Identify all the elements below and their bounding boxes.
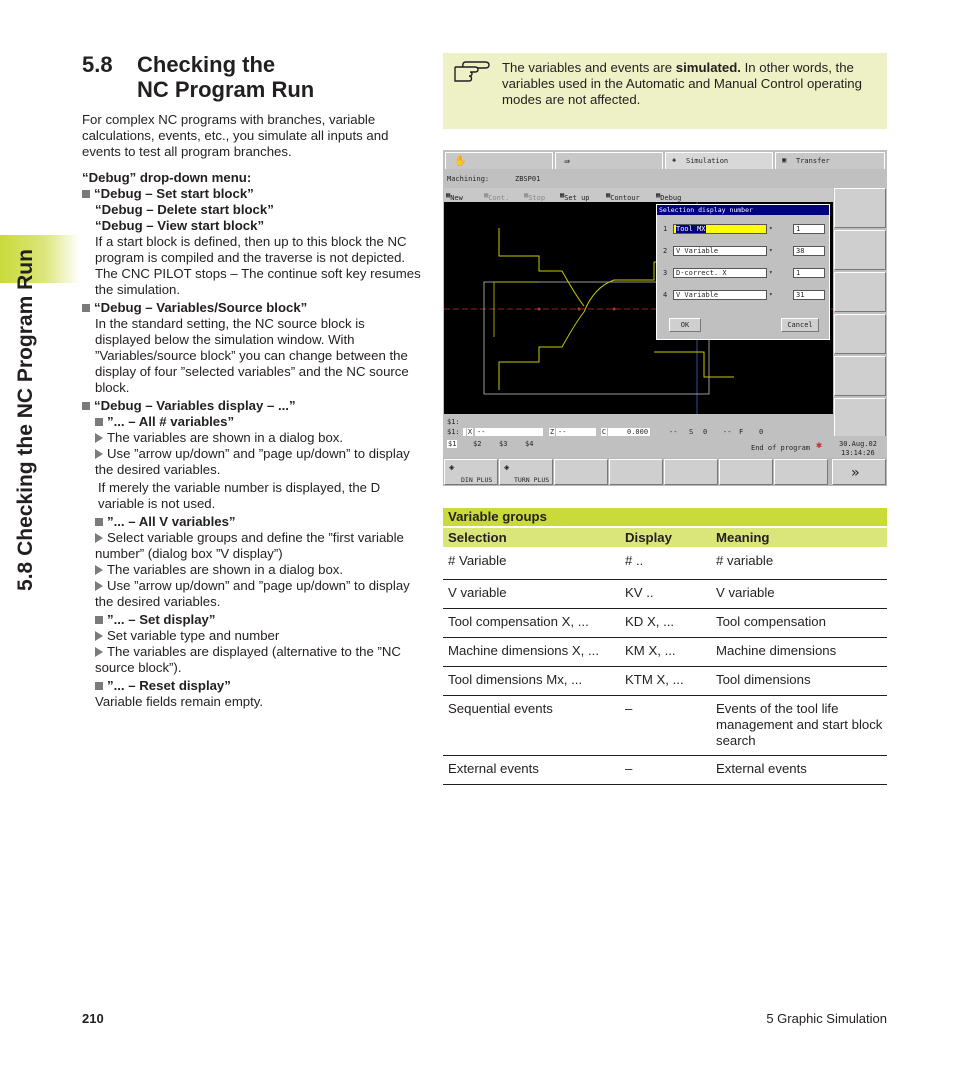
body-text xyxy=(82,112,422,710)
vars-source-desc: In the standard setting, the NC source block is displayed below the simulation window. With ”Variables/source block” you can change between the display of four ”selected variables” and the NC source block. xyxy=(95,316,409,395)
set-display-step-2: The variables are displayed (alternative to the ”NC source block”). xyxy=(95,644,401,675)
chapter-title: 5 Graphic Simulation xyxy=(766,1011,887,1026)
item-set-display: ”... – Set display” xyxy=(107,612,216,627)
header-selection: Selection xyxy=(448,530,507,545)
screen-tabs xyxy=(443,150,887,170)
softkey-empty[interactable] xyxy=(609,459,663,485)
dialog-row: 2 V Variable ▾ 38 xyxy=(657,245,829,257)
bullet-square-icon xyxy=(95,616,103,624)
table-header xyxy=(443,528,887,547)
note-box xyxy=(443,53,887,129)
variable-number-input[interactable]: 38 xyxy=(793,246,825,256)
machining-bar: Machining: ZBSP01 xyxy=(443,172,887,186)
slot-2[interactable]: $2 xyxy=(473,440,482,448)
reset-display-desc: Variable fields remain empty. xyxy=(95,694,264,709)
title-line-2: NC Program Run xyxy=(137,77,315,102)
slot-4[interactable]: $4 xyxy=(525,440,534,448)
header-meaning: Meaning xyxy=(716,530,770,545)
bullet-square-icon xyxy=(95,682,103,690)
vertical-softkey[interactable] xyxy=(834,398,886,438)
slot-3[interactable]: $3 xyxy=(499,440,508,448)
table-row: # Variable # .. # variable xyxy=(443,548,887,580)
table-row: Machine dimensions X, ... KM X, ... Machine dimensions xyxy=(443,638,887,667)
softkey-empty[interactable] xyxy=(554,459,608,485)
arrow-right-icon xyxy=(95,449,103,459)
status-area: $1: $1: X -- Z -- C 0.000 -- S 0 -- F 0 $1 $2 $3 $4 End of program ✱ xyxy=(443,414,833,454)
side-title: 5.8 Checking the NC Program Run xyxy=(14,249,37,591)
item-reset-display: ”... – Reset display” xyxy=(107,678,231,693)
pointing-hand-icon xyxy=(453,59,493,85)
page-number: 210 xyxy=(82,1011,104,1026)
table-caption: Variable groups xyxy=(443,508,887,526)
dialog-cancel-button[interactable]: Cancel xyxy=(781,318,819,332)
dialog-row: 4 V Variable ▾ 31 xyxy=(657,289,829,301)
softkey-bar xyxy=(443,458,887,486)
end-of-program: End of program xyxy=(751,444,811,452)
item-vars-display: “Debug – Variables display – ...” xyxy=(94,398,296,413)
sim-menubar xyxy=(444,188,833,202)
vertical-softkey[interactable] xyxy=(834,272,886,312)
dialog-row: 3 D-correct. X ▾ 1 xyxy=(657,267,829,279)
din-plus-icon: ◈ xyxy=(449,463,455,473)
item-all-v: ”... – All V variables” xyxy=(107,514,236,529)
all-v-step-3: Use ”arrow up/down” and ”page up/down” to display the desired variables. xyxy=(95,578,410,609)
variable-number-input[interactable]: 1 xyxy=(793,224,825,234)
item-delete-start: “Debug – Delete start block” xyxy=(95,202,274,217)
debug-menu-heading: “Debug” drop-down menu: xyxy=(82,170,252,185)
arrow-right-icon xyxy=(95,533,103,543)
softkey-next[interactable] xyxy=(832,459,886,485)
softkey-empty[interactable] xyxy=(664,459,718,485)
softkey-din-plus[interactable]: ◈ DIN PLUS xyxy=(444,459,498,485)
softkey-turn-plus[interactable]: ◈ TURN PLUS xyxy=(499,459,553,485)
item-all-hash: ”... – All # variables” xyxy=(107,414,235,429)
time-display: 13:14:26 xyxy=(841,449,875,457)
table-row: Tool compensation X, ... KD X, ... Tool compensation xyxy=(443,609,887,638)
intro-paragraph: For complex NC programs with branches, variable calculations, events, etc., you simulate all inputs and events to test all program branches. xyxy=(82,112,389,159)
turn-plus-icon: ◈ xyxy=(504,463,510,473)
all-hash-step-2: Use ”arrow up/down” and ”page up/down” to display the desired variables. xyxy=(95,446,410,477)
bullet-square-icon xyxy=(82,402,90,410)
title-line-1: Checking the xyxy=(137,52,276,77)
all-hash-step-1: The variables are shown in a dialog box. xyxy=(107,430,344,445)
tab-arrow[interactable]: ⇛ xyxy=(555,152,663,169)
table-row: External events – External events xyxy=(443,756,887,785)
vertical-softkey[interactable] xyxy=(834,314,886,354)
arrow-right-icon xyxy=(95,581,103,591)
bullet-square-icon xyxy=(82,304,90,312)
start-block-desc: If a start block is defined, then up to this block the NC program is compiled and the traverse is not depicted. The CNC PILOT stops – The continue soft key resumes the simulation. xyxy=(95,234,421,297)
item-vars-source: “Debug – Variables/Source block” xyxy=(94,300,308,315)
note-text: The variables and events are simulated. In other words, the variables used in the Automatic and Manual Control operating modes are not affected. xyxy=(502,60,862,107)
warning-icon: ✱ xyxy=(816,440,823,451)
table-row: V variable KV .. V variable xyxy=(443,580,887,609)
variable-type-select[interactable]: V Variable xyxy=(673,290,767,300)
menu-setup[interactable]: ▦ Set up xyxy=(560,191,590,202)
menu-new[interactable]: ▦ New xyxy=(446,191,463,202)
dialog-title-bar: Selection display number xyxy=(657,205,829,215)
clock-area xyxy=(833,436,887,458)
bullet-square-icon xyxy=(82,190,90,198)
bullet-square-icon xyxy=(95,418,103,426)
variable-type-select[interactable]: V Variable xyxy=(673,246,767,256)
vertical-softkey[interactable] xyxy=(834,356,886,396)
vertical-softkey[interactable] xyxy=(834,188,886,228)
menu-stop[interactable]: ▦ Stop xyxy=(524,191,546,202)
side-tab xyxy=(0,235,80,283)
menu-cont[interactable]: ▦ Cont. xyxy=(484,191,510,202)
arrow-right-icon xyxy=(95,647,103,657)
menu-debug[interactable]: ▦ Debug xyxy=(656,191,682,202)
variable-type-select[interactable]: D-correct. X xyxy=(673,268,767,278)
all-hash-step-3: If merely the variable number is displayed, the D variable is not used. xyxy=(98,480,381,511)
dialog-row: 1 Tool MX ▾ 1 xyxy=(657,223,829,235)
table-row: Tool dimensions Mx, ... KTM X, ... Tool dimensions xyxy=(443,667,887,696)
menu-contour[interactable]: ▦ Contour xyxy=(606,191,640,202)
header-display: Display xyxy=(625,530,672,545)
table-row: Sequential events – Events of the tool life management and start block search xyxy=(443,696,887,756)
all-v-step-1: Select variable groups and define the ”first variable number” (dialog box ”V display”) xyxy=(95,530,404,561)
variable-number-input[interactable]: 1 xyxy=(793,268,825,278)
variable-number-input[interactable]: 31 xyxy=(793,290,825,300)
tab-transfer[interactable]: ▣ Transfer xyxy=(775,152,885,169)
all-v-step-2: The variables are shown in a dialog box. xyxy=(107,562,344,577)
softkey-empty[interactable] xyxy=(719,459,773,485)
softkey-empty[interactable] xyxy=(774,459,828,485)
cnc-screenshot xyxy=(443,150,887,486)
arrow-right-icon xyxy=(95,433,103,443)
section-number: 5.8 xyxy=(82,52,113,77)
tab-hand[interactable]: ✋ xyxy=(445,152,553,169)
date-display: 30.Aug.02 xyxy=(839,440,877,448)
arrow-right-icon xyxy=(95,631,103,641)
tab-simulation[interactable]: ◈ Simulation xyxy=(665,152,773,169)
dialog-ok-button[interactable]: OK xyxy=(669,318,701,332)
selection-dialog xyxy=(656,204,830,340)
bullet-square-icon xyxy=(95,518,103,526)
slot-1[interactable]: $1 xyxy=(448,440,457,448)
set-display-step-1: Set variable type and number xyxy=(107,628,280,643)
item-set-start: “Debug – Set start block” xyxy=(94,186,254,201)
vertical-softkey[interactable] xyxy=(834,230,886,270)
item-view-start: “Debug – View start block” xyxy=(95,218,265,233)
variable-type-select[interactable]: Tool MX xyxy=(673,224,767,234)
double-chevron-right-icon: » xyxy=(851,465,860,481)
arrow-right-icon xyxy=(95,565,103,575)
